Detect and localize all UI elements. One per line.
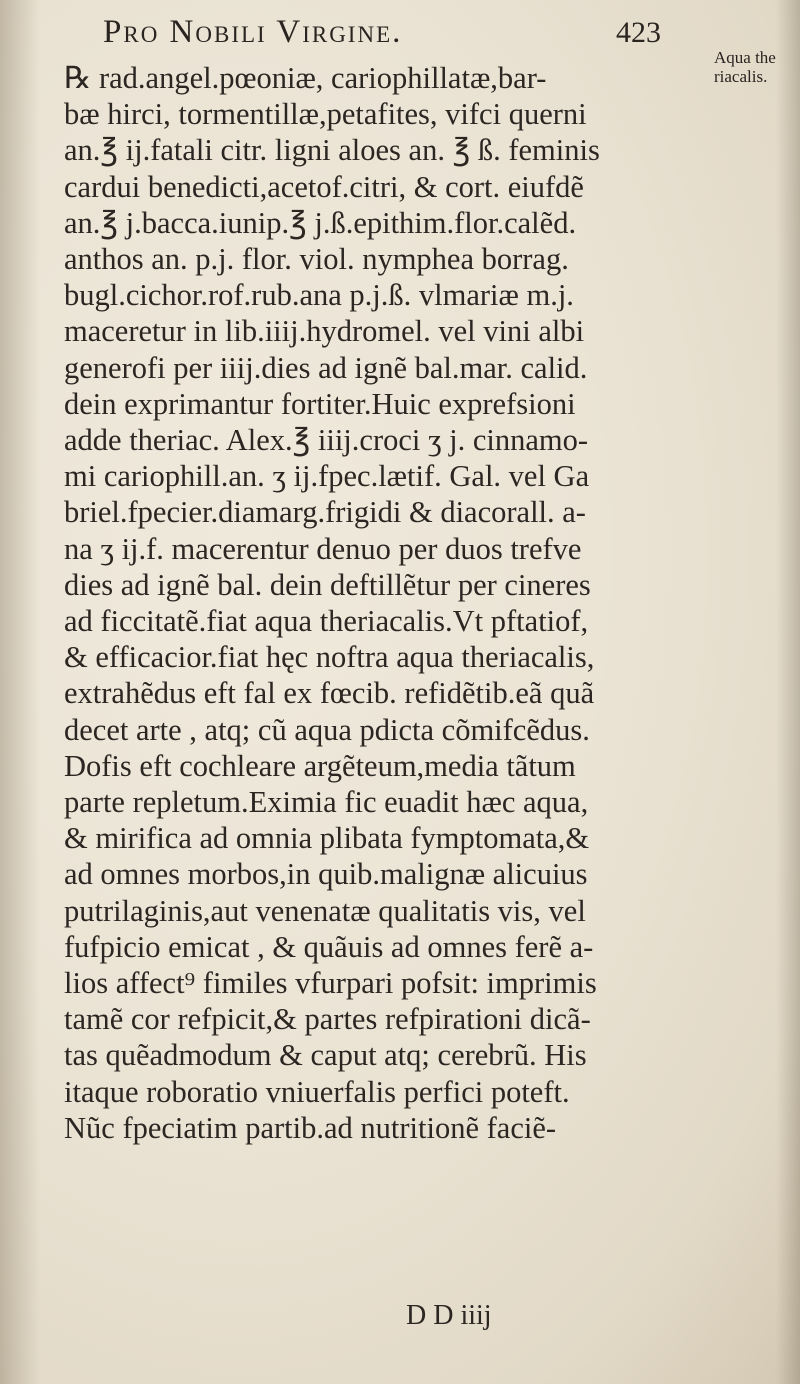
text-line: putrilaginis,aut venenatæ qualitatis vis, vel bbox=[64, 893, 586, 928]
text-line: generofi per iiij.dies ad ignẽ bal.mar. calid. bbox=[64, 350, 588, 385]
text-line: briel.fpecier.diamarg.frigidi & diacorall. a- bbox=[64, 495, 586, 530]
text-line: anthos an. p.j. flor. viol. nymphea borrag. bbox=[64, 242, 569, 277]
text-line: dein exprimantur fortiter.Huic exprefsioni bbox=[64, 386, 576, 421]
text-line: mi cariophill.an. ʒ ij.fpec.lætif. Gal. vel Ga bbox=[64, 459, 590, 494]
text-line: dies ad ignẽ bal. dein deftillẽtur per cineres bbox=[64, 567, 591, 602]
text-line: decet arte , atq; cũ aqua pdicta cõmifcẽdus. bbox=[64, 712, 590, 747]
page-number: 423 bbox=[616, 16, 661, 49]
text-line: maceretur in lib.iiij.hydromel. vel vini albi bbox=[64, 314, 585, 349]
text-line: adde theriac. Alex.℥ iiij.croci ʒ j. cinnamo- bbox=[64, 423, 589, 458]
text-line: bugl.cichor.rof.rub.ana p.j.ß. vlmariæ m.j. bbox=[64, 278, 574, 313]
text-line: Nũc fpeciatim partib.ad nutritionẽ faciẽ- bbox=[64, 1110, 557, 1145]
marginal-note-line: Aqua the bbox=[714, 48, 776, 67]
text-line: ad omnes morbos,in quib.malignæ alicuius bbox=[64, 857, 588, 892]
page-edge-shadow bbox=[776, 0, 800, 1384]
body-text bbox=[64, 60, 714, 1146]
text-line: & efficacior.fiat hęc noftra aqua theriacalis, bbox=[64, 640, 595, 675]
marginal-note-line: riacalis. bbox=[714, 67, 768, 86]
text-line: itaque roboratio vniuerfalis perfici poteft. bbox=[64, 1074, 570, 1109]
text-line: cardui benedicti,acetof.citri, & cort. eiufdẽ bbox=[64, 169, 584, 204]
marginal-note bbox=[714, 48, 796, 86]
text-line: & mirifica ad omnia plibata fymptomata,& bbox=[64, 821, 590, 856]
text-line: tas quẽadmodum & caput atq; cerebrũ. His bbox=[64, 1038, 587, 1073]
text-line: bæ hirci, tormentillæ,petafites, vifci querni bbox=[64, 97, 587, 132]
running-header: Pro Nobili Virgine. bbox=[103, 14, 403, 50]
text-line: an.℥ ij.fatali citr. ligni aloes an. ℥ ß. feminis bbox=[64, 133, 600, 168]
text-line: an.℥ j.bacca.iunip.℥ j.ß.epithim.flor.calẽd. bbox=[64, 205, 577, 240]
text-line: tamẽ cor refpicit,& partes refpirationi dicã- bbox=[64, 1002, 591, 1037]
text-line: fufpicio emicat , & quãuis ad omnes ferẽ a- bbox=[64, 929, 594, 964]
text-line: parte repletum.Eximia fic euadit hæc aqua, bbox=[64, 785, 589, 820]
gutter-shadow bbox=[0, 0, 40, 1384]
text-line: ad ficcitatẽ.fiat aqua theriacalis.Vt pftatiof, bbox=[64, 604, 589, 639]
text-line: extrahẽdus eft fal ex fœcib. refidẽtib.eã quã bbox=[64, 676, 595, 711]
signature-mark: D D iiij bbox=[406, 1300, 492, 1331]
text-line: lios affect⁹ fimiles vfurpari pofsit: imprimis bbox=[64, 966, 597, 1001]
text-line: na ʒ ij.f. macerentur denuo per duos trefve bbox=[64, 531, 582, 566]
text-line: ℞ rad.angel.pœoniæ, cariophillatæ,bar- bbox=[64, 61, 547, 95]
text-line: Dofis eft cochleare argẽteum,media tãtum bbox=[64, 748, 576, 783]
